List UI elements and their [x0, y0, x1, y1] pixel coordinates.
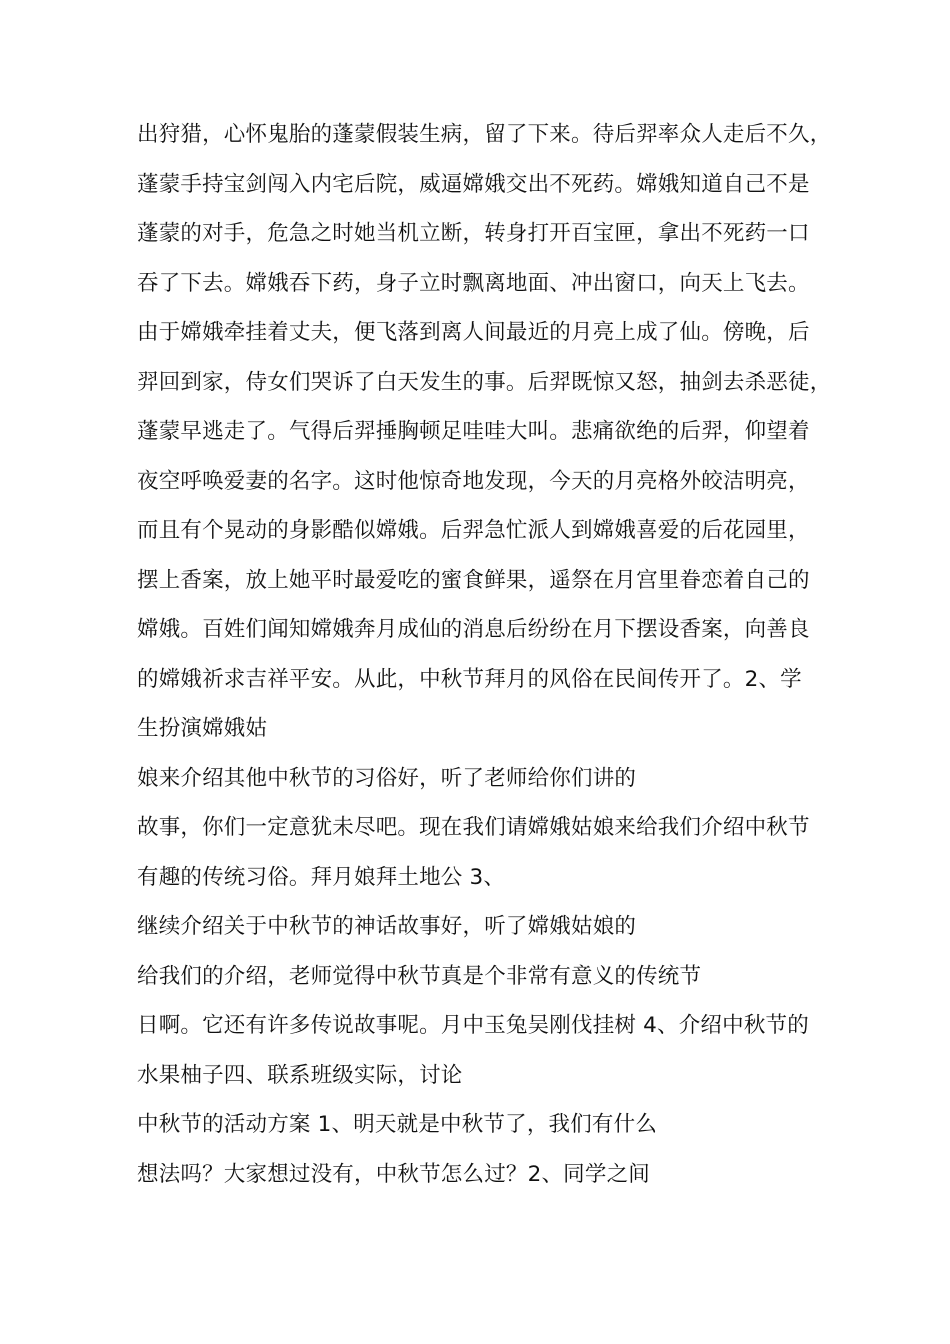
text-line: 水果柚子四、联系班级实际，讨论: [137, 1062, 463, 1088]
text-line: 蓬蒙的对手，危急之时她当机立断，转身打开百宝匣，拿出不死药一口: [137, 221, 810, 246]
text-line: 蓬蒙手持宝剑闯入内宅后院，威逼嫦娥交出不死药。嫦娥知道自己不是: [137, 171, 810, 197]
body-text: [137, 110, 837, 1199]
text-line: 生扮演嫦娥姑: [137, 716, 268, 741]
text-line: 出狩猎，心怀鬼胎的蓬蒙假装生病，留了下来。待后羿率众人走后不久，: [137, 122, 832, 147]
text-line: 摆上香案，放上她平时最爱吃的蜜食鲜果，遥祭在月宫里眷恋着自己的: [137, 567, 810, 593]
text-line: 吞了下去。嫦娥吞下药，身子立时飘离地面、冲出窗口，向天上飞去。: [137, 270, 810, 296]
text-line: 故事，你们一定意犹未尽吧。现在我们请嫦娥姑娘来给我们介绍中秋节: [137, 815, 810, 840]
text-line: 有趣的传统习俗。拜月娘拜土地公 3、: [137, 864, 506, 890]
text-line: 想法吗？大家想过没有，中秋节怎么过？2、同学之间: [137, 1161, 650, 1187]
text-line: 给我们的介绍，老师觉得中秋节真是个非常有意义的传统节: [137, 963, 702, 989]
text-line: 继续介绍关于中秋节的神话故事好，听了嫦娥姑娘的: [137, 914, 637, 939]
text-line: 的嫦娥祈求吉祥平安。从此，中秋节拜月的风俗在民间传开了。2、学: [137, 666, 802, 692]
text-line: 日啊。它还有许多传说故事呢。月中玉兔吴刚伐挂树 4、介绍中秋节的: [137, 1013, 809, 1038]
text-line: 嫦娥。百姓们闻知嫦娥奔月成仙的消息后纷纷在月下摆设香案，向善良: [137, 617, 810, 642]
text-line: 娘来介绍其他中秋节的习俗好，听了老师给你们讲的: [137, 765, 637, 791]
text-line: 而且有个晃动的身影酷似嫦娥。后羿急忙派人到嫦娥喜爱的后花园里，: [137, 518, 810, 543]
text-line: 中秋节的活动方案 1、明天就是中秋节了，我们有什么: [137, 1112, 658, 1137]
text-line: 夜空呼唤爱妻的名字。这时他惊奇地发现，今天的月亮格外皎洁明亮，: [137, 468, 810, 494]
text-line: 蓬蒙早逃走了。气得后羿捶胸顿足哇哇大叫。悲痛欲绝的后羿，仰望着: [137, 419, 810, 444]
text-line: 羿回到家，侍女们哭诉了白天发生的事。后羿既惊又怒，抽剑去杀恶徒，: [137, 369, 832, 395]
text-line: 由于嫦娥牵挂着丈夫，便飞落到离人间最近的月亮上成了仙。傍晚，后: [137, 320, 810, 345]
